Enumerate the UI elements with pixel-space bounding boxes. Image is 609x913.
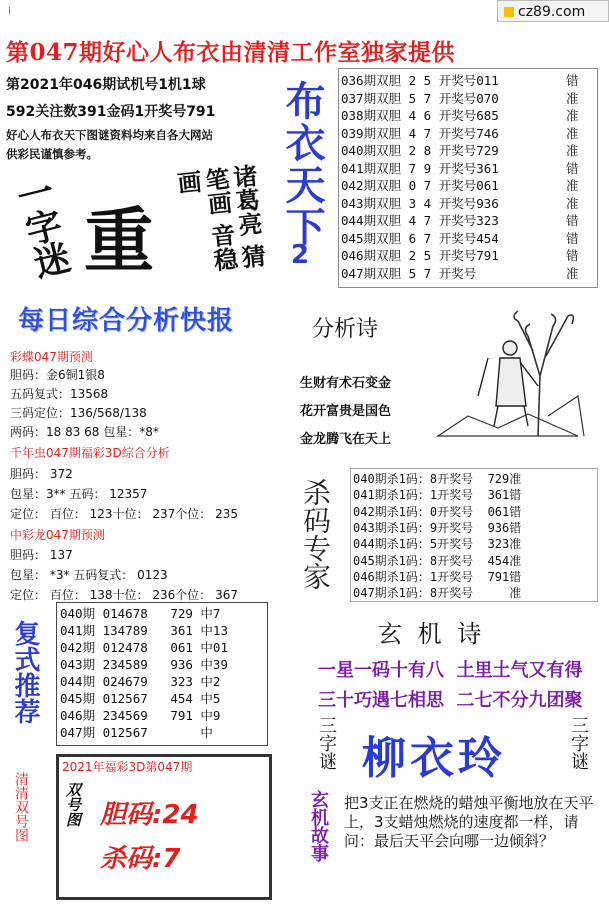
top-table-result: 准 xyxy=(566,125,579,141)
s1-line-2: 五码复式：13568 xyxy=(10,387,109,401)
s3-line-2: 包星： *3* 五码复式： 0123 xyxy=(10,568,168,582)
riddle-center-char: 重 xyxy=(84,199,154,282)
shuanghao-side: 双号图 xyxy=(64,782,82,827)
kill-table-row: 044期杀1码：5开奖号 323准 xyxy=(353,537,522,552)
top-table-result: 错 xyxy=(566,73,579,88)
page-title: 第047期好心人布衣由清清工作室独家提供 xyxy=(6,39,456,66)
info-line-2: 592关注数391金码1开奖号791 xyxy=(6,104,216,120)
s1-head: 彩蝶047期预测 xyxy=(10,350,93,364)
top-table-row: 047期双胆 5 7 开奖号 xyxy=(341,265,477,281)
riddle-left-label: 一字迷 xyxy=(8,171,74,281)
riddle-right-label: 诸葛亮 猜笔画 音稳画 xyxy=(171,162,268,273)
kill-label: 杀码专家 xyxy=(299,478,332,590)
top-table-result: 错 xyxy=(566,160,579,176)
kill-table-row: 040期杀1码：8开奖号 729准 xyxy=(353,472,522,486)
xuanji-line-1: 一星一码十有八 土里土气又有得 xyxy=(318,660,583,681)
s3-line-1: 胆码： 137 xyxy=(10,548,73,562)
kill-table-row: 046期杀1码：1开奖号 791错 xyxy=(353,569,522,584)
s1-line-1: 胆码：金6铜1银8 xyxy=(10,368,105,382)
s2-line-2: 包星：3** 五码： 12357 xyxy=(10,487,148,501)
s3-line-3: 定位： 百位： 138十位： 236个位： 367 xyxy=(10,588,238,602)
top-table-row: 042期双胆 0 7 开奖号061 xyxy=(341,178,499,193)
s1-line-3: 三码定位：136/568/138 xyxy=(10,406,147,420)
top-table-row: 038期双胆 4 6 开奖号685 xyxy=(341,108,499,123)
tree-icon xyxy=(514,311,573,436)
top-table-result: 准 xyxy=(566,108,579,123)
story-text: 把3支正在燃烧的蜡烛平衡地放在天平上，3支蜡烛燃烧的速度都一样，请问：最后天平会向哪一边倾斜？ xyxy=(344,794,594,850)
kill-table-row: 045期杀1码：8开奖号 454准 xyxy=(353,553,522,568)
s1-line-4: 两码：18 83 68 包星：*8* xyxy=(10,425,159,439)
bottom-left-row: 043期 234589 936 中39 xyxy=(60,657,228,672)
poem-line-2: 花开富贵是国色 xyxy=(300,404,392,419)
bottom-left-row: 042期 012478 061 中01 xyxy=(60,640,228,655)
bottom-left-row: 045期 012567 454 中5 xyxy=(60,691,221,706)
top-table-row: 037期双胆 5 7 开奖号070 xyxy=(341,90,499,106)
shuanghao-dan: 胆码:24 xyxy=(100,800,199,830)
qingqing-label: 清清双号图 xyxy=(13,772,29,842)
top-table-result: 准 xyxy=(566,195,579,211)
kill-table-row: 041期杀1码：1开奖号 361错 xyxy=(353,488,522,503)
top-table-result: 准 xyxy=(566,143,579,158)
bottom-left-row: 044期 024679 323 中2 xyxy=(60,674,221,689)
shuanghao-head: 2021年福彩3D第047期 xyxy=(62,760,193,774)
three-char-riddle-right: 三字谜 xyxy=(568,716,589,770)
bottom-left-row: 046期 234569 791 中9 xyxy=(60,708,221,723)
figure-icon xyxy=(478,341,538,426)
s3-head: 中彩龙047期预测 xyxy=(10,528,105,542)
corner-mark: I xyxy=(8,6,11,17)
willow-riddle: 柳衣玲 xyxy=(362,733,506,784)
poem-line-3: 金龙腾飞在天上 xyxy=(300,432,392,447)
kill-table-row: 047期杀1码：8开奖号 准 xyxy=(353,586,522,601)
kill-table-row: 043期杀1码：9开奖号 936错 xyxy=(353,520,522,535)
kill-table-row: 042期杀1码：0开奖号 061错 xyxy=(353,504,522,519)
top-table-result: 准 xyxy=(566,90,579,106)
top-table-row: 040期双胆 2 8 开奖号729 xyxy=(341,143,499,158)
s2-line-1: 胆码： 372 xyxy=(10,467,73,481)
bottom-left-row: 041期 134789 361 中13 xyxy=(60,623,228,638)
s2-line-3: 定位： 百位： 123十位： 237个位： 235 xyxy=(10,507,238,521)
brand-text: 布衣天下 xyxy=(279,80,325,248)
top-table-result: 准 xyxy=(566,178,579,193)
poem-title: 分析诗 xyxy=(312,317,379,342)
poem-line-1: 生财有术石变金 xyxy=(300,376,392,391)
top-table-row: 039期双胆 4 7 开奖号746 xyxy=(341,125,499,141)
analysis-header: 每日综合分析快报 xyxy=(18,306,235,336)
fushi-label: 复式推荐 xyxy=(10,620,40,724)
top-table-result: 准 xyxy=(566,265,579,281)
top-table-result: 错 xyxy=(566,230,579,246)
top-table-row: 046期双胆 2 5 开奖号791 xyxy=(341,248,499,263)
top-table-row: 044期双胆 4 7 开奖号323 xyxy=(341,213,499,228)
info-line-4: 供彩民谨慎参考。 xyxy=(6,147,98,161)
info-line-1: 第2021年046期试机号1机1球 xyxy=(6,77,206,93)
info-line-3: 好心人布衣天下图谜资料均来自各大网站 xyxy=(6,128,213,142)
top-table-row: 043期双胆 3 4 开奖号936 xyxy=(341,195,499,211)
three-char-riddle-left: 三字谜 xyxy=(316,716,337,770)
top-table-row: 036期双胆 2 5 开奖号011 xyxy=(341,73,499,88)
riddle-area xyxy=(6,162,282,295)
top-table-result: 错 xyxy=(566,213,579,228)
brand-number: 2 xyxy=(291,240,310,270)
top-table-row: 041期双胆 7 9 开奖号361 xyxy=(341,160,499,176)
site-badge[interactable]: cz89.com xyxy=(497,0,609,22)
xuanji-line-2: 三十巧遇七相思 二七不分九团聚 xyxy=(318,690,583,711)
bottom-left-row: 040期 014678 729 中7 xyxy=(60,606,221,621)
top-table-result: 错 xyxy=(566,248,579,263)
xuanji-gushi-label: 玄机故事 xyxy=(308,790,329,862)
s2-head: 千年虫047期福彩3D综合分析 xyxy=(10,446,170,460)
site-logo-icon xyxy=(504,7,514,17)
shuanghao-sha: 杀码:7 xyxy=(100,844,181,874)
top-table-row: 045期双胆 6 7 开奖号454 xyxy=(341,230,499,246)
bottom-left-row: 047期 012567 中 xyxy=(60,725,213,740)
scholar-illustration xyxy=(428,296,588,446)
xuanji-title: 玄 机 诗 xyxy=(378,620,486,648)
